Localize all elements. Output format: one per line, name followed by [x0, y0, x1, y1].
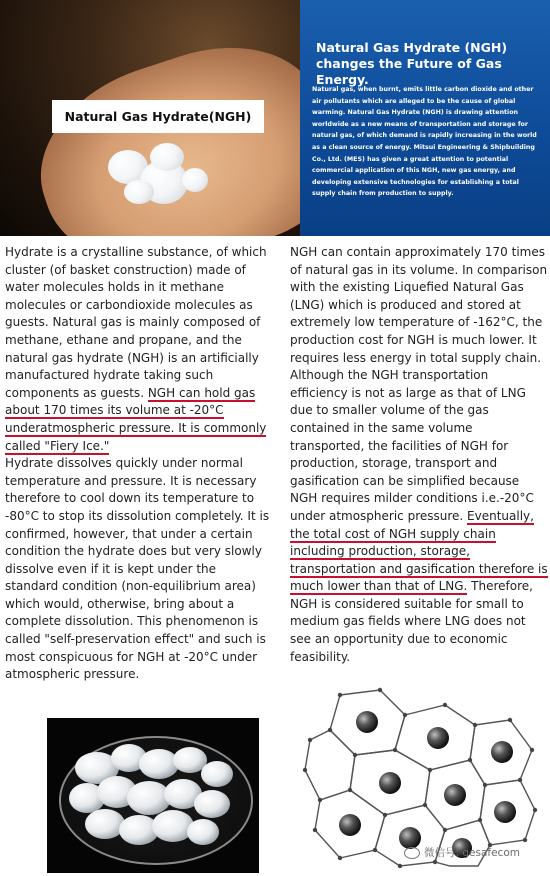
- hydrate-dish-photo: [47, 718, 259, 873]
- hero-body: Natural gas, when burnt, emits little carbon dioxide and other air pollutants which are alleged to be the cause of global warming. Natural Gas Hydrate (NGH) is drawing attention worldwide as a new means of transportation and storage for natural gas, of which demand is rapidly increasing in the world as a clean source of energy. Mitsui Engineering & Shipbuilding Co., Ltd. (MES) has given a great attention to potential commercial application of this NGH, new gas energy, and developing extensive technologies for establishing a total supply chain from production to supply.: [312, 86, 537, 198]
- left-paragraph-1-text: Hydrate is a crystalline substance, of which cluster (of basket construction) made of water molecules holds in it methane molecules or carbondioxide molecules as guests. Natural gas is mainly composed of methane, ethane and propane, and the natural gas hydrate (NGH) is an artificially manufactured hydrate taking such components as guests.: [5, 245, 267, 400]
- right-paragraph-1: [290, 244, 548, 666]
- left-highlight-text: NGH can hold gas about 170 times its volume at -20°C underatmospheric pressure. It is commonly called "Fiery Ice.": [5, 385, 267, 453]
- hero-label: Natural Gas Hydrate(NGH): [52, 100, 264, 133]
- right-column: [290, 244, 548, 666]
- right-highlight-text: Eventually, the total cost of NGH supply chain including production, storage, transportation and gasification therefore is much lower than that of LNG.: [290, 508, 548, 594]
- ice-pieces-graphic: [47, 718, 259, 873]
- wechat-watermark: [404, 838, 544, 868]
- right-paragraph-1-tail: Therefore, NGH is considered suitable for small to medium gas fields where LNG does not see an opportunity due to economic feasibility.: [290, 579, 533, 664]
- hero-banner: [0, 0, 550, 236]
- hero-title: Natural Gas Hydrate (NGH) changes the Future of Gas Energy.: [316, 40, 508, 87]
- left-column: [5, 244, 273, 684]
- hero-blue-panel: [300, 0, 550, 236]
- watermark-text: 微信号: gesafecom: [424, 847, 520, 859]
- left-paragraph-1: [5, 244, 273, 455]
- ice-chunk: [182, 168, 208, 192]
- left-paragraph-2: Hydrate dissolves quickly under normal temperature and pressure. It is necessary therefore to cool down its temperature to -80°C to stop its dissolution completely. It is confirmed, however, that under a certain condition the hydrate does but very slowly dissolve even if it is kept under the standard condition (non-equilibrium area) which would, otherwise, bring about a complete dissolution. This phenomenon is called "self-preservation effect" and such is most conspicuous for NGH at -20°C under atmospheric pressure.: [5, 456, 270, 682]
- ice-chunk: [124, 180, 154, 204]
- ice-chunk: [150, 143, 184, 171]
- right-paragraph-1-text: NGH can contain approximately 170 times of natural gas in its volume. In comparison with the existing Liquefied Natural Gas (LNG) which is produced and stored at extremely low temperature of -162°C, the production cost for NGH is much lower. It requires less energy in total supply chain. Although the NGH transportation efficiency is not as large as that of LNG due to smaller volume of the gas contained in the same volume transported, the facilities of NGH for production, storage, transport and gasification can be simplified because NGH requires milder conditions i.e.-20°C under atmospheric pressure.: [290, 245, 548, 523]
- wechat-icon: [404, 847, 420, 859]
